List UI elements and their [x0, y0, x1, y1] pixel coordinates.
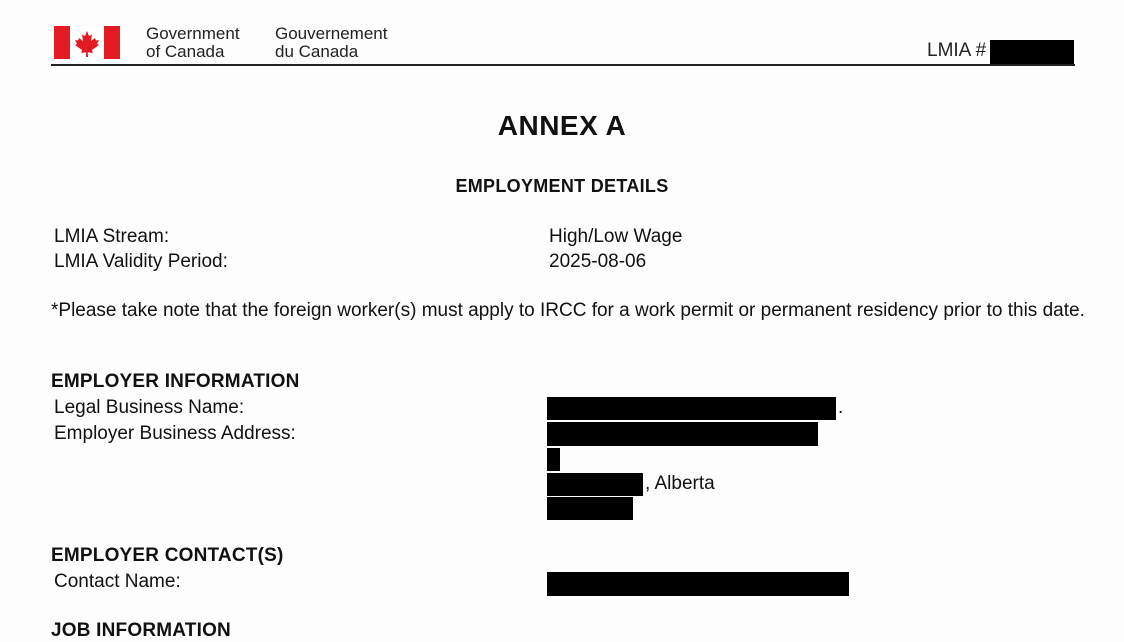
lmia-number-label: LMIA # [927, 40, 987, 61]
lmia-stream-value: High/Low Wage [549, 226, 683, 247]
employer-contacts-heading: EMPLOYER CONTACT(S) [51, 545, 284, 566]
redaction-block [547, 497, 633, 520]
government-of-canada-wordmark [146, 25, 240, 61]
legal-business-name-suffix: . [838, 397, 844, 418]
header-divider [51, 64, 1075, 66]
lmia-number [927, 40, 986, 62]
legal-business-name-label: Legal Business Name: [54, 397, 245, 418]
lmia-validity-label: LMIA Validity Period: [54, 251, 228, 272]
gov-en-line1: Government [146, 24, 240, 43]
page-subtitle: EMPLOYMENT DETAILS [455, 176, 669, 196]
employer-information-heading: EMPLOYER INFORMATION [51, 371, 300, 392]
lmia-stream-label: LMIA Stream: [54, 226, 170, 247]
redaction-block [990, 40, 1074, 64]
job-information-heading: JOB INFORMATION [51, 620, 231, 641]
employer-address-label: Employer Business Address: [54, 423, 296, 444]
redaction-block [547, 473, 643, 496]
redaction-block [547, 448, 560, 471]
canada-flag-icon [54, 26, 120, 59]
redaction-block [547, 397, 836, 420]
redaction-block [547, 572, 849, 596]
redaction-block [547, 422, 818, 446]
contact-name-label: Contact Name: [54, 571, 181, 592]
lmia-validity-value: 2025-08-06 [549, 251, 647, 272]
address-province: , Alberta [645, 473, 715, 494]
page-title: ANNEX A [497, 110, 627, 141]
validity-note: *Please take note that the foreign worker(s) must apply to IRCC for a work permit or permanent residency prior to this date. [51, 300, 1085, 321]
gov-fr-line1: Gouvernement [275, 24, 388, 43]
gov-en-line2: of Canada [146, 42, 225, 61]
gouvernement-du-canada-wordmark [275, 25, 387, 61]
gov-fr-line2: du Canada [275, 42, 359, 61]
